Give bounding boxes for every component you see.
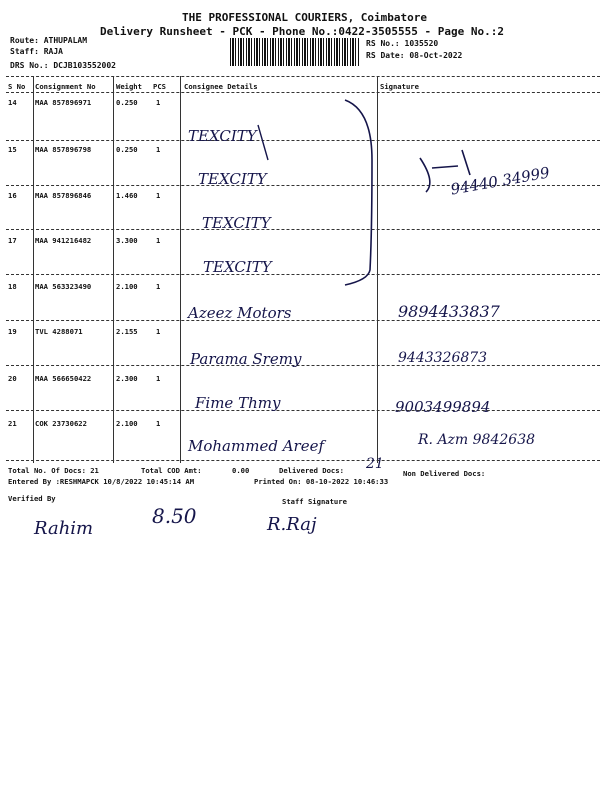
row-pcs: 1 (156, 327, 161, 336)
time-note: 8.50 (152, 504, 197, 528)
row-consignment: MAA 857896971 (35, 98, 92, 107)
col-header-signature: Signature (380, 82, 419, 91)
staff-label: Staff: RAJA (10, 47, 63, 56)
row-pcs: 1 (156, 282, 161, 291)
row-sno: 16 (8, 191, 17, 200)
entered-by: Entered By :RESHMAPCK 10/8/2022 10:45:14 AM (8, 477, 195, 486)
row-consignment: COK 23730622 (35, 419, 87, 428)
row-consignment: TVL 4288071 (35, 327, 83, 336)
route-label: Route: ATHUPALAM (10, 36, 88, 45)
row-consignee-handwritten: TEXCITY (202, 214, 271, 232)
row-signature-handwritten: 9894433837 (398, 302, 500, 321)
col-header-weight: Weight (116, 82, 142, 91)
row-weight: 1.460 (116, 191, 138, 200)
col-header-consignment: Consignment No (35, 82, 96, 91)
staff-signature: R.Raj (267, 514, 317, 535)
row-sno: 17 (8, 236, 17, 245)
verified-by-label: Verified By (8, 494, 56, 503)
rs-date: RS Date: 08-Oct-2022 (366, 51, 463, 60)
row-weight: 2.300 (116, 374, 138, 383)
runsheet-subtitle: Delivery Runsheet - PCK - Phone No.:0422-3505555 - Page No.:2 (100, 25, 504, 38)
company-title: THE PROFESSIONAL COURIERS, Coimbatore (182, 11, 428, 24)
delivered-docs-value: 21 (366, 456, 384, 472)
row-weight: 3.300 (116, 236, 138, 245)
row-sno: 14 (8, 98, 17, 107)
row-pcs: 1 (156, 374, 161, 383)
row-consignment: MAA 566650422 (35, 374, 92, 383)
row-sno: 20 (8, 374, 17, 383)
total-cod-label: Total COD Amt: (141, 466, 202, 475)
row-sno: 18 (8, 282, 17, 291)
row-consignment: MAA 857896846 (35, 191, 92, 200)
row-sno: 19 (8, 327, 17, 336)
total-docs: Total No. Of Docs: 21 (8, 466, 99, 475)
row-signature-handwritten: 9443326873 (398, 350, 488, 366)
row-signature-handwritten: 94440 34999 (449, 163, 552, 199)
row-pcs: 1 (156, 419, 161, 428)
row-weight: 2.155 (116, 327, 138, 336)
staff-signature-label: Staff Signature (282, 497, 347, 506)
row-consignment: MAA 941216482 (35, 236, 92, 245)
verified-signature: Rahim (34, 518, 94, 539)
row-sno: 21 (8, 419, 17, 428)
row-weight: 0.250 (116, 98, 138, 107)
col-header-sno: S No (8, 82, 26, 91)
row-weight: 0.250 (116, 145, 138, 154)
row-consignee-handwritten: TEXCITY (203, 258, 272, 276)
non-delivered-docs: Non Delivered Docs: (403, 469, 486, 478)
printed-on: Printed On: 08-10-2022 10:46:33 (254, 477, 389, 486)
row-consignment: MAA 563323490 (35, 282, 92, 291)
row-pcs: 1 (156, 145, 161, 154)
row-consignee-handwritten: TEXCITY (198, 170, 267, 188)
row-consignee-handwritten: Mohammed Areef (188, 437, 324, 455)
row-consignee-handwritten: Fime Thmy (195, 394, 281, 412)
row-weight: 2.100 (116, 282, 138, 291)
row-signature-handwritten: 9003499894 (395, 398, 491, 416)
row-consignment: MAA 857896798 (35, 145, 92, 154)
col-header-pcs: PCS (153, 82, 166, 91)
row-consignee-handwritten: TEXCITY (188, 127, 257, 145)
col-header-consignee: Consignee Details (184, 82, 258, 91)
row-consignee-handwritten: Azeez Motors (188, 304, 292, 322)
drs-label: DRS No.: DCJB103552002 (10, 61, 116, 70)
row-consignee-handwritten: Parama Sremy (190, 350, 302, 368)
row-weight: 2.100 (116, 419, 138, 428)
row-pcs: 1 (156, 98, 161, 107)
row-pcs: 1 (156, 191, 161, 200)
row-pcs: 1 (156, 236, 161, 245)
row-sno: 15 (8, 145, 17, 154)
row-signature-handwritten: R. Azm 9842638 (418, 432, 536, 448)
delivered-docs-label: Delivered Docs: (279, 466, 344, 475)
total-cod-value: 0.00 (232, 466, 250, 475)
rs-number: RS No.: 1035520 (366, 39, 439, 48)
